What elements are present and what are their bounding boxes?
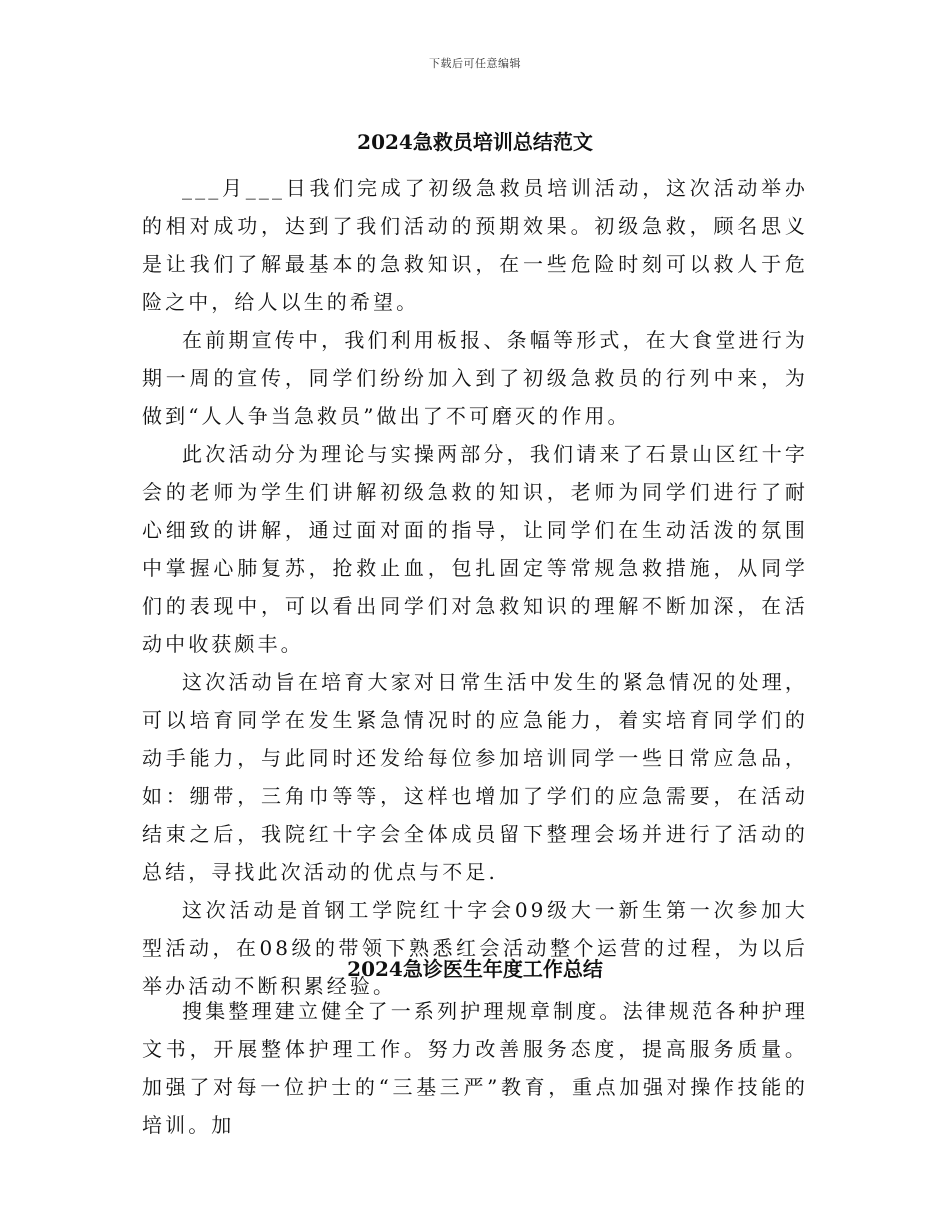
- section2-body: [142, 992, 808, 1144]
- section2-title: 2024急诊医生年度工作总结: [347, 957, 603, 981]
- header-note: 下载后可任意编辑: [429, 57, 521, 70]
- paragraph: 搜集整理建立健全了一系列护理规章制度。法律规范各种护理文书，开展整体护理工作。努力改善服务态度，提高服务质量。加强了对每一位护士的“三基三严”教育，重点加强对操作技能的培训。加: [142, 999, 808, 1137]
- paragraph: 此次活动分为理论与实操两部分，我们请来了石景山区红十字会的老师为学生们讲解初级急救的知识，老师为同学们进行了耐心细致的讲解，通过面对面的指导，让同学们在生动活泼的氛围中掌握心肺复苏，抢救止血，包扎固定等常规急救措施，从同学们的表现中，可以看出同学们对急救知识的理解不断加深，在活动中收获颇丰。: [142, 442, 808, 656]
- paragraph: ___月___日我们完成了初级急救员培训活动，这次活动举办的相对成功，达到了我们活动的预期效果。初级急救，顾名思义是让我们了解最基本的急救知识，在一些危险时刻可以救人于危险之中，给人以生的希望。: [142, 176, 808, 314]
- paragraph: 这次活动是首钢工学院红十字会09级大一新生第一次参加大型活动，在08级的带领下熟悉红会活动整个运营的过程，为以后举办活动不断积累经验。: [142, 898, 808, 998]
- section1-body: [142, 169, 808, 1005]
- paragraph: 这次活动旨在培育大家对日常生活中发生的紧急情况的处理，可以培育同学在发生紧急情况时的应急能力，着实培育同学们的动手能力，与此同时还发给每位参加培训同学一些日常应急品，如：绷带，三角巾等等，这样也增加了学们的应急需要，在活动结束之后，我院红十字会全体成员留下整理会场并进行了活动的总结，寻找此次活动的优点与不足.: [142, 670, 808, 884]
- paragraph: 在前期宣传中，我们利用板报、条幅等形式，在大食堂进行为期一周的宣传，同学们纷纷加入到了初级急救员的行列中来，为做到“人人争当急救员”做出了不可磨灭的作用。: [142, 328, 808, 428]
- section1-title: 2024急救员培训总结范文: [357, 130, 593, 154]
